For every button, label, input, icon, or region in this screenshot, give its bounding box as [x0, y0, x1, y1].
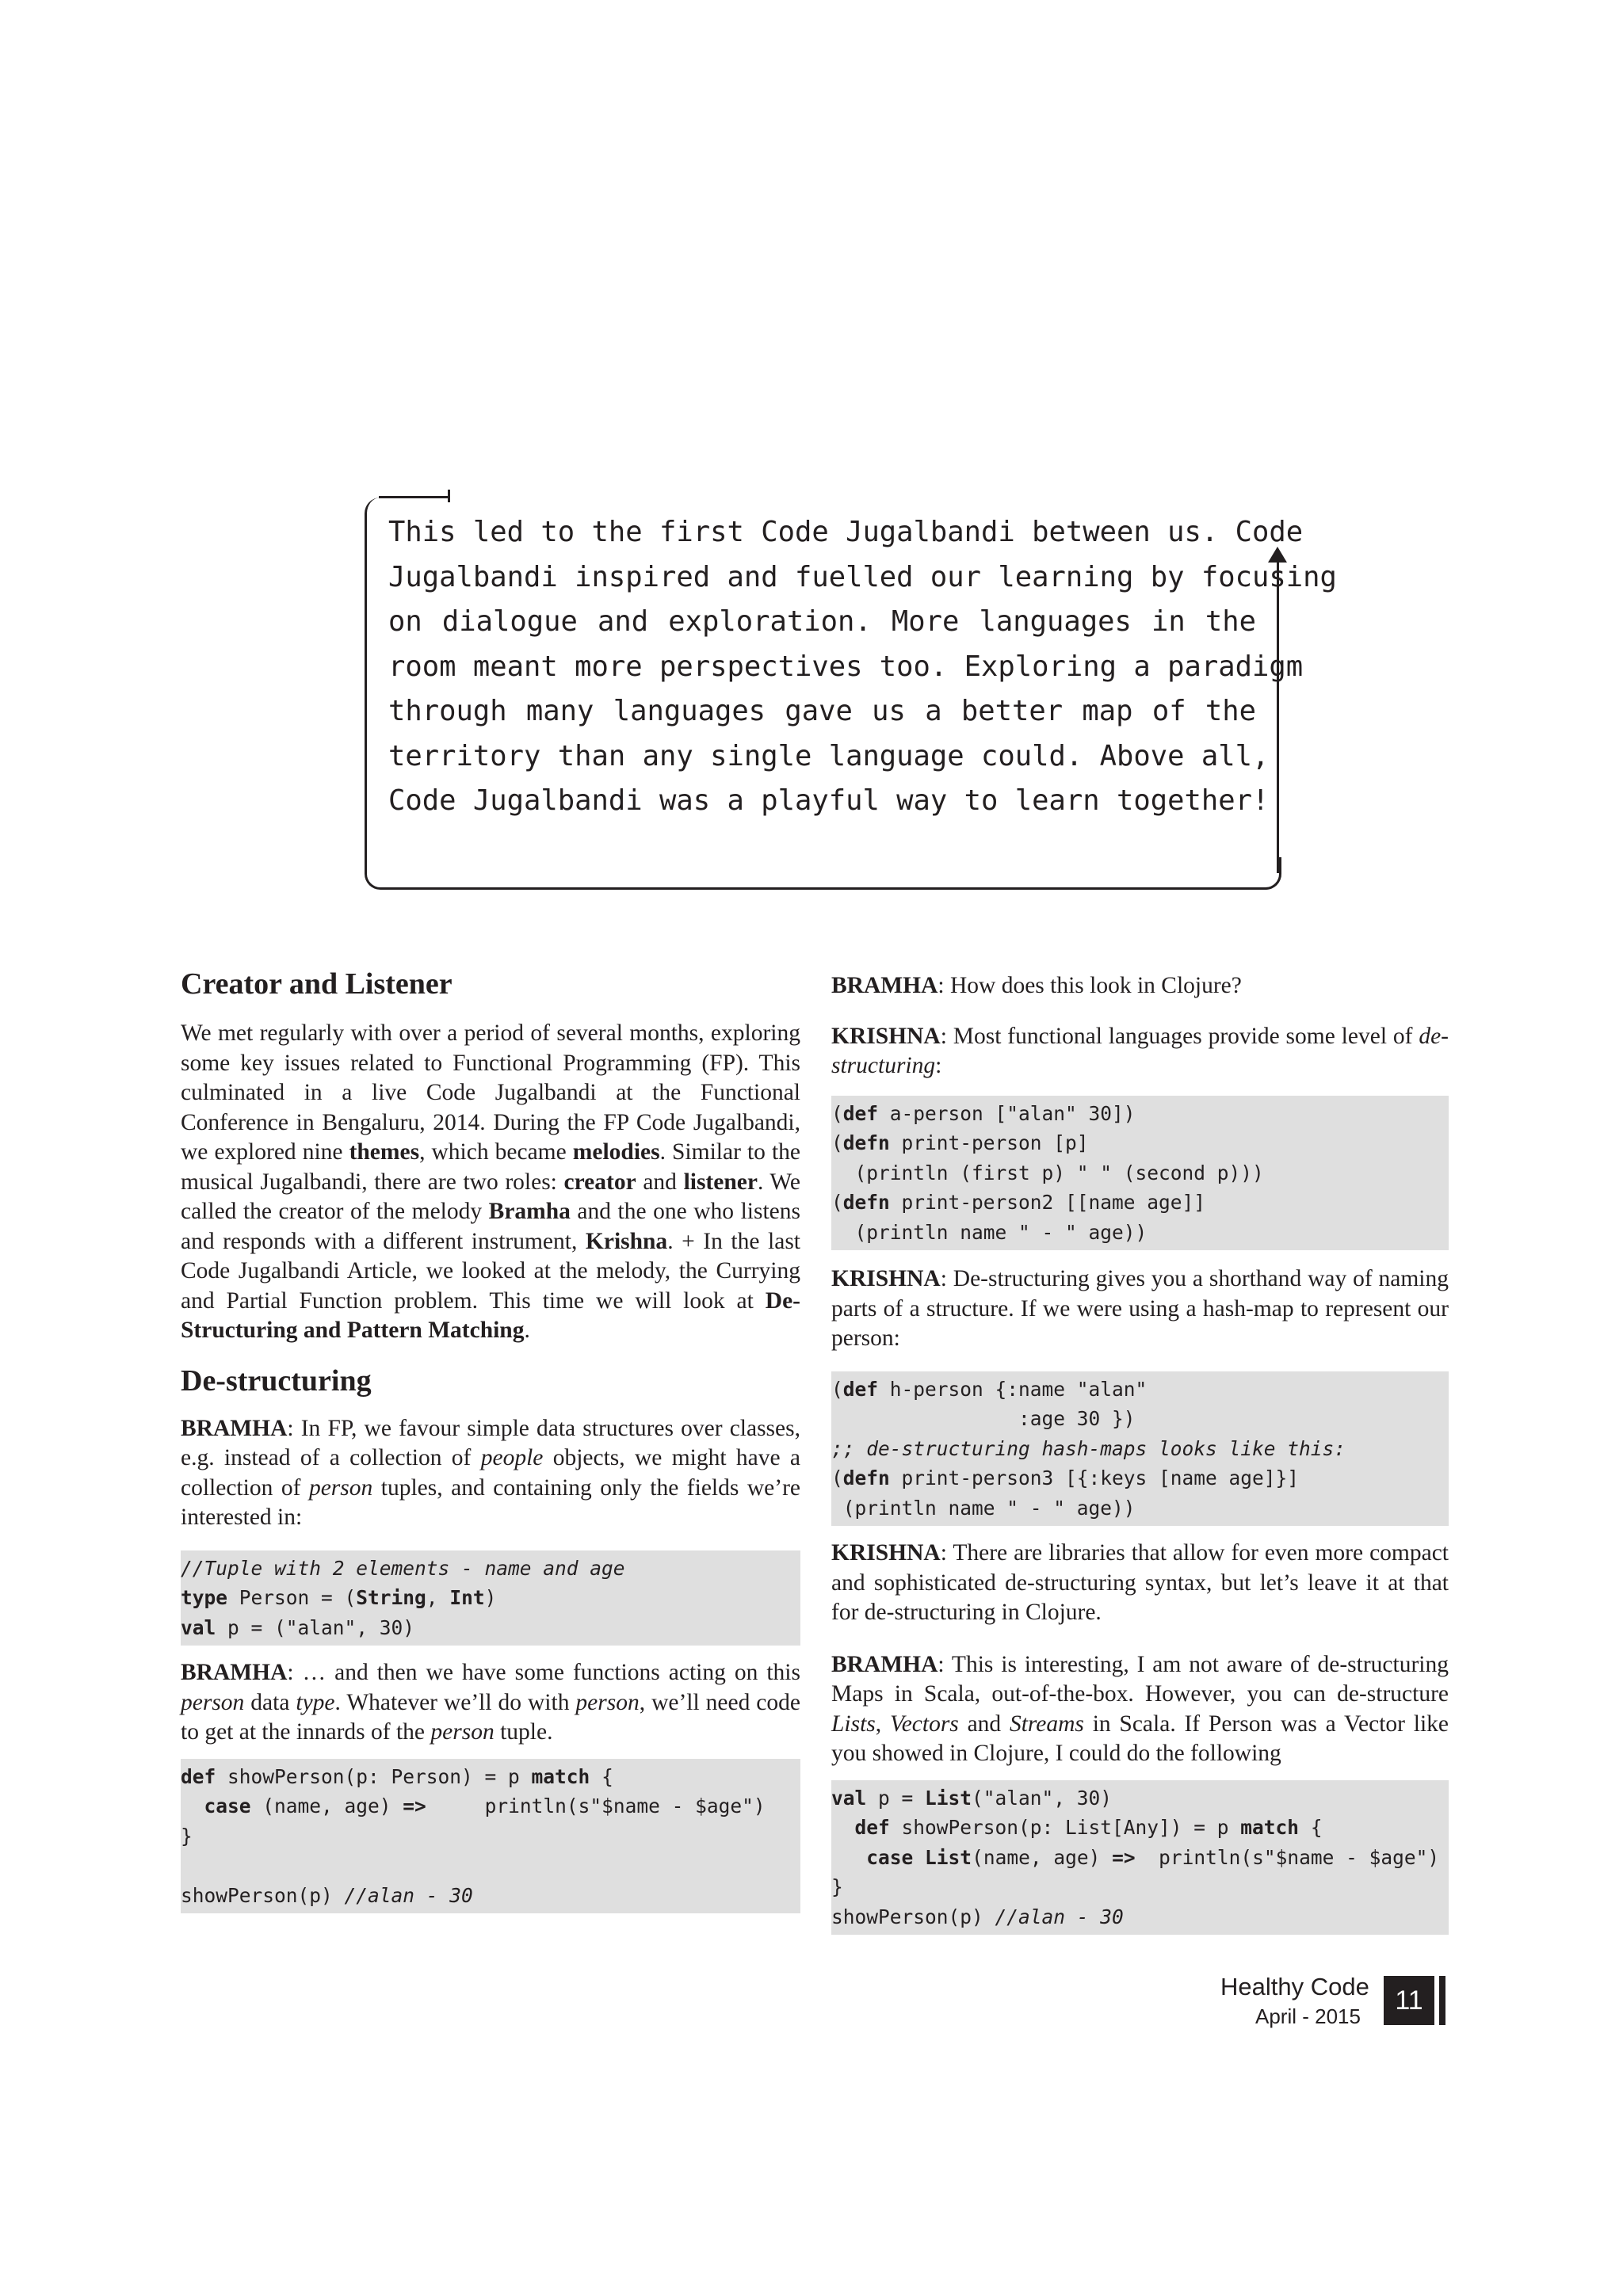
left-column [181, 957, 800, 1913]
page-number: 11 [1384, 1976, 1434, 2025]
intro-paragraph: We met regularly with over a period of several months, exploring some key issues related to Functional Programming (FP). This culminated in a live Code Jugalbandi at the Functional Conference in Bengaluru, 2014. During the FP Code Jugalbandi, we explored nine themes, which became melodies. Similar to the musical Jugalbandi, there are two roles: creator and listener. We called the creator of the melody Bramha and the one who listens and responds with a different instrument, Krishna. + In the last Code Jugalbandi Article, we looked at the melody, the Currying and Partial Function problem. This time we will look at De-Structuring and Pattern Matching. [181, 1020, 801, 1343]
callout-line: through many languages gave us a better map of the [388, 695, 1256, 727]
section-heading-destructuring: De-structuring [181, 1363, 372, 1398]
callout-line: room meant more perspectives too. Exploring a paradigm [388, 650, 1304, 683]
section-heading-creator-listener: Creator and Listener [181, 967, 453, 1001]
code-block-clojure-hashmap: (def h-person {:name "alan" :age 30 }) ;; de-structuring hash-maps looks like this: (defn print-person3 [{:keys [name age]}] (println name " - " age)) [831, 1371, 1449, 1527]
callout-top-line [379, 496, 450, 498]
code-block-scala-tuple: //Tuple with 2 elements - name and age type Person = (String, Int) val p = ("alan", 30) [181, 1550, 800, 1646]
callout-right-line [1277, 556, 1279, 873]
callout-corner [1252, 857, 1281, 890]
callout-line: Code Jugalbandi was a playful way to learn together! [388, 784, 1270, 817]
bramha-paragraph-1: BRAMHA: In FP, we favour simple data structures over classes, e.g. instead of a collection of people objects, we might have a collection of person tuples, and containing only the fields we’re interested in: [181, 1415, 801, 1530]
callout-tick [448, 490, 450, 502]
magazine-title: Healthy Code [1220, 1973, 1369, 2000]
issue-date: April - 2015 [1255, 2004, 1361, 2028]
code-block-scala-match: def showPerson(p: Person) = p match { case (name, age) => println(s"$name - $age") } showPerson(p) //alan - 30 [181, 1759, 800, 1914]
callout-line: on dialogue and exploration. More languages in the [388, 605, 1256, 638]
krishna-paragraph-3: KRISHNA: There are libraries that allow for even more compact and sophisticated de-structuring syntax, but let’s leave it at that for de-structuring in Clojure. [831, 1540, 1449, 1625]
krishna-paragraph-2: KRISHNA: De-structuring gives you a shorthand way of naming parts of a structure. If we were using a hash-map to represent our person: [831, 1266, 1449, 1351]
page-number-bar [1439, 1976, 1445, 2025]
right-column [831, 957, 1449, 1935]
arrow-up-icon [1268, 547, 1287, 563]
code-block-clojure-vector: (def a-person ["alan" 30]) (defn print-person [p] (println (first p) " " (second p))) (defn print-person2 [[name age]] (println name " - " age)) [831, 1096, 1449, 1251]
callout-line: territory than any single language could. Above all, [388, 739, 1270, 772]
bramha-question: BRAMHA: How does this look in Clojure? [831, 973, 1242, 998]
bramha-paragraph-3: BRAMHA: This is interesting, I am not aware of de-structuring Maps in Scala, out-of-the-box. However, you can de-structure Lists, Vectors and Streams in Scala. If Person was a Vector like you showed in Clojure, I could do the following [831, 1651, 1449, 1766]
callout-text [388, 510, 1337, 824]
krishna-paragraph-1: KRISHNA: Most functional languages provide some level of de-structuring: [831, 1023, 1449, 1078]
callout-line: Jugalbandi inspired and fuelled our learning by focusing [388, 560, 1337, 593]
callout-line: This led to the first Code Jugalbandi between us. Code [388, 516, 1304, 548]
bramha-paragraph-2: BRAMHA: … and then we have some functions acting on this person data type. Whatever we’ll do with person, we’ll need code to get at the innards of the person tuple. [181, 1660, 800, 1745]
code-block-scala-list: val p = List("alan", 30) def showPerson(p: List[Any]) = p match { case List(name, age) => println(s"$name - $age") } showPerson(p) //alan - 30 [831, 1780, 1449, 1936]
